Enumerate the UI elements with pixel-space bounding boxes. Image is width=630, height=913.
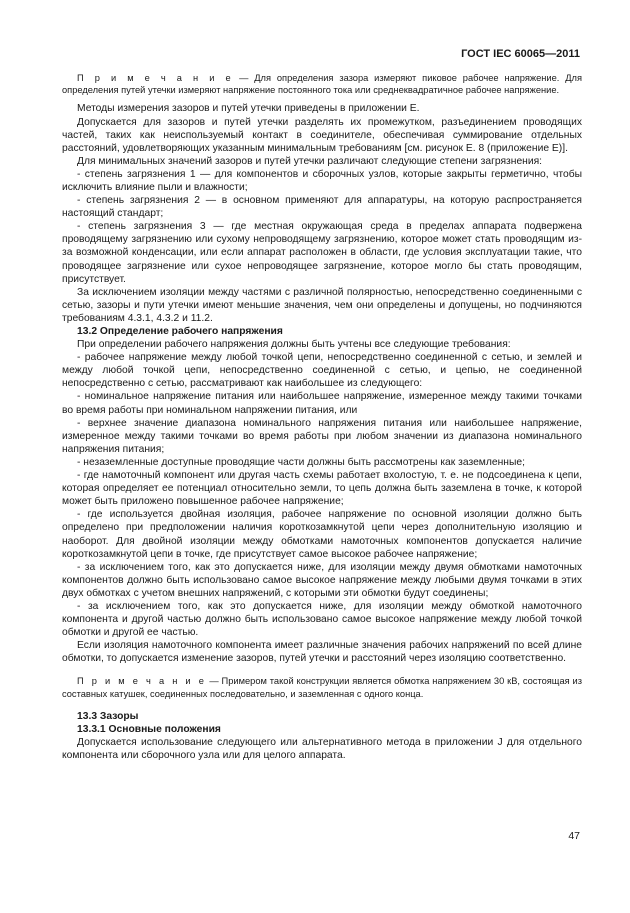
paragraph: Допускается для зазоров и путей утечки разделять их промежутком, разъединением проводящих частей, таких как неиспользуемый контакт в соединителе, обеспечивая суммирование отдельных расстояний, удовлетворяющих указанным минимальным требованиям [см. рисунок Е. 8 (приложение Е)]. <box>62 116 582 154</box>
list-item: - где намоточный компонент или другая часть схемы работает вхолостую, т. е. не подсоединена к цепи, которая определяет ее потенциал относительно земли, то цепь должна быть заземлена в точке, к которой может быть приложено повышенное рабочее напряжение; <box>62 470 582 508</box>
page-number: 47 <box>568 830 580 842</box>
list-item: - верхнее значение диапазона номинального напряжения питания или наибольшее напряжение, измеренное между такими точками во время работы при любом значении из диапазона номинального напряжения питания; <box>62 417 582 455</box>
list-item: - за исключением того, как это допускается ниже, для изоляции между обмоткой намоточного компонента и другой частью должно быть использовано самое высокое напряжение между любой точкой обмотки и другой ее частью. <box>62 600 582 639</box>
list-item: - степень загрязнения 1 — для компонентов и сборочных узлов, которые закрыты герметично, чтобы исключить влияние пыли и влажности; <box>62 168 582 193</box>
list-item: - рабочее напряжение между любой точкой цепи, непосредственно соединенной с сетью, и землей и между любой точкой цепи, непосредственно соединенной с сетью, и цепью, не соединенной непосредственно с сетью, рассматривают как наибольшее из следующего: <box>62 352 582 390</box>
section-heading: 13.2 Определение рабочего напряжения <box>77 326 283 337</box>
list-item: - где используется двойная изоляция, рабочее напряжение по основной изоляции должно быть определено при предположении наличия короткозамкнутой цепи через дополнительную изоляцию и наоборот. Для двойной изоляции между обмотками намоточных компонентов допускается наличие короткозамкнутой цепи в точке, где присутствует самое высокое рабочее напряжение; <box>62 509 582 560</box>
subsection-heading: 13.3.1 Основные положения <box>77 723 221 735</box>
note-label: П р и м е ч а н и е <box>77 73 234 83</box>
list-item: - степень загрязнения 3 — где местная окружающая среда в пределах аппарата подвержена проводящему загрязнению или сухому непроводящему загрязнению, которое может стать проводящим из-за возможной конденсации, или если аппарат расположен в области, где условия эксплуатации такие, что проводящее загрязнение или сухое непроводящее загрязнение, которое могло бы стать проводящим, присутствует. <box>62 221 582 285</box>
paragraph: При определении рабочего напряжения должны быть учтены все следующие требования: <box>77 339 511 351</box>
list-item: - номинальное напряжение питания или наибольшее напряжение, измеренное между такими точками во время работы при номинальном напряжении питания, или <box>62 391 582 416</box>
document-code-header: ГОСТ IEC 60065—2011 <box>461 48 580 60</box>
note-text: — Для определения зазора измеряют пиковое рабочее напряжение. Для определения путей утечки измеряют напряжение постоянного тока или среднеквадратичное рабочее напряжение. <box>62 73 582 96</box>
paragraph: Для минимальных значений зазоров и путей утечки различают следующие степени загрязнения: <box>77 155 543 167</box>
document-body <box>62 72 582 762</box>
list-item: - незаземленные доступные проводящие части должны быть рассмотрены как заземленные; <box>77 456 525 468</box>
note-text: — Примером такой конструкции является обмотка напряжением 30 кВ, состоящая из составных катушек, соединенных последовательно, и заземленная с одного конца. <box>62 676 582 699</box>
note-paragraph <box>62 675 582 699</box>
list-item: - степень загрязнения 2 — в основном применяют для аппаратуры, на которую распространяется настоящий стандарт; <box>62 195 582 220</box>
paragraph: Методы измерения зазоров и путей утечки приведены в приложении Е. <box>77 103 420 115</box>
paragraph: Допускается использование следующего или альтернативного метода в приложении J для отдельного компонента или сборочного узла или для целого аппарата. <box>62 737 582 762</box>
paragraph: Если изоляция намоточного компонента имеет различные значения рабочих напряжений по всей длине обмотки, то допускается изменение зазоров, путей утечки и расстояний через изоляцию соответственно. <box>62 640 582 665</box>
note-label: П р и м е ч а н и е <box>77 676 207 687</box>
section-heading: 13.3 Зазоры <box>77 710 139 722</box>
paragraph: За исключением изоляции между частями с различной полярностью, непосредственно соединенными с сетью, зазоры и пути утечки имеют меньшие значения, чем они определены и допущены, но подчиняются требованиям 4.3.1, 4.3.2 и 11.2. <box>62 286 582 324</box>
note-paragraph <box>62 72 582 96</box>
list-item: - за исключением того, как это допускается ниже, для изоляции между двумя обмотками намоточных компонентов должно быть использовано самое высокое напряжение между любыми двумя точками в этих двух обмотках с учетом внешних напряжений, с которыми эти обмотки будут соединены; <box>62 561 582 599</box>
